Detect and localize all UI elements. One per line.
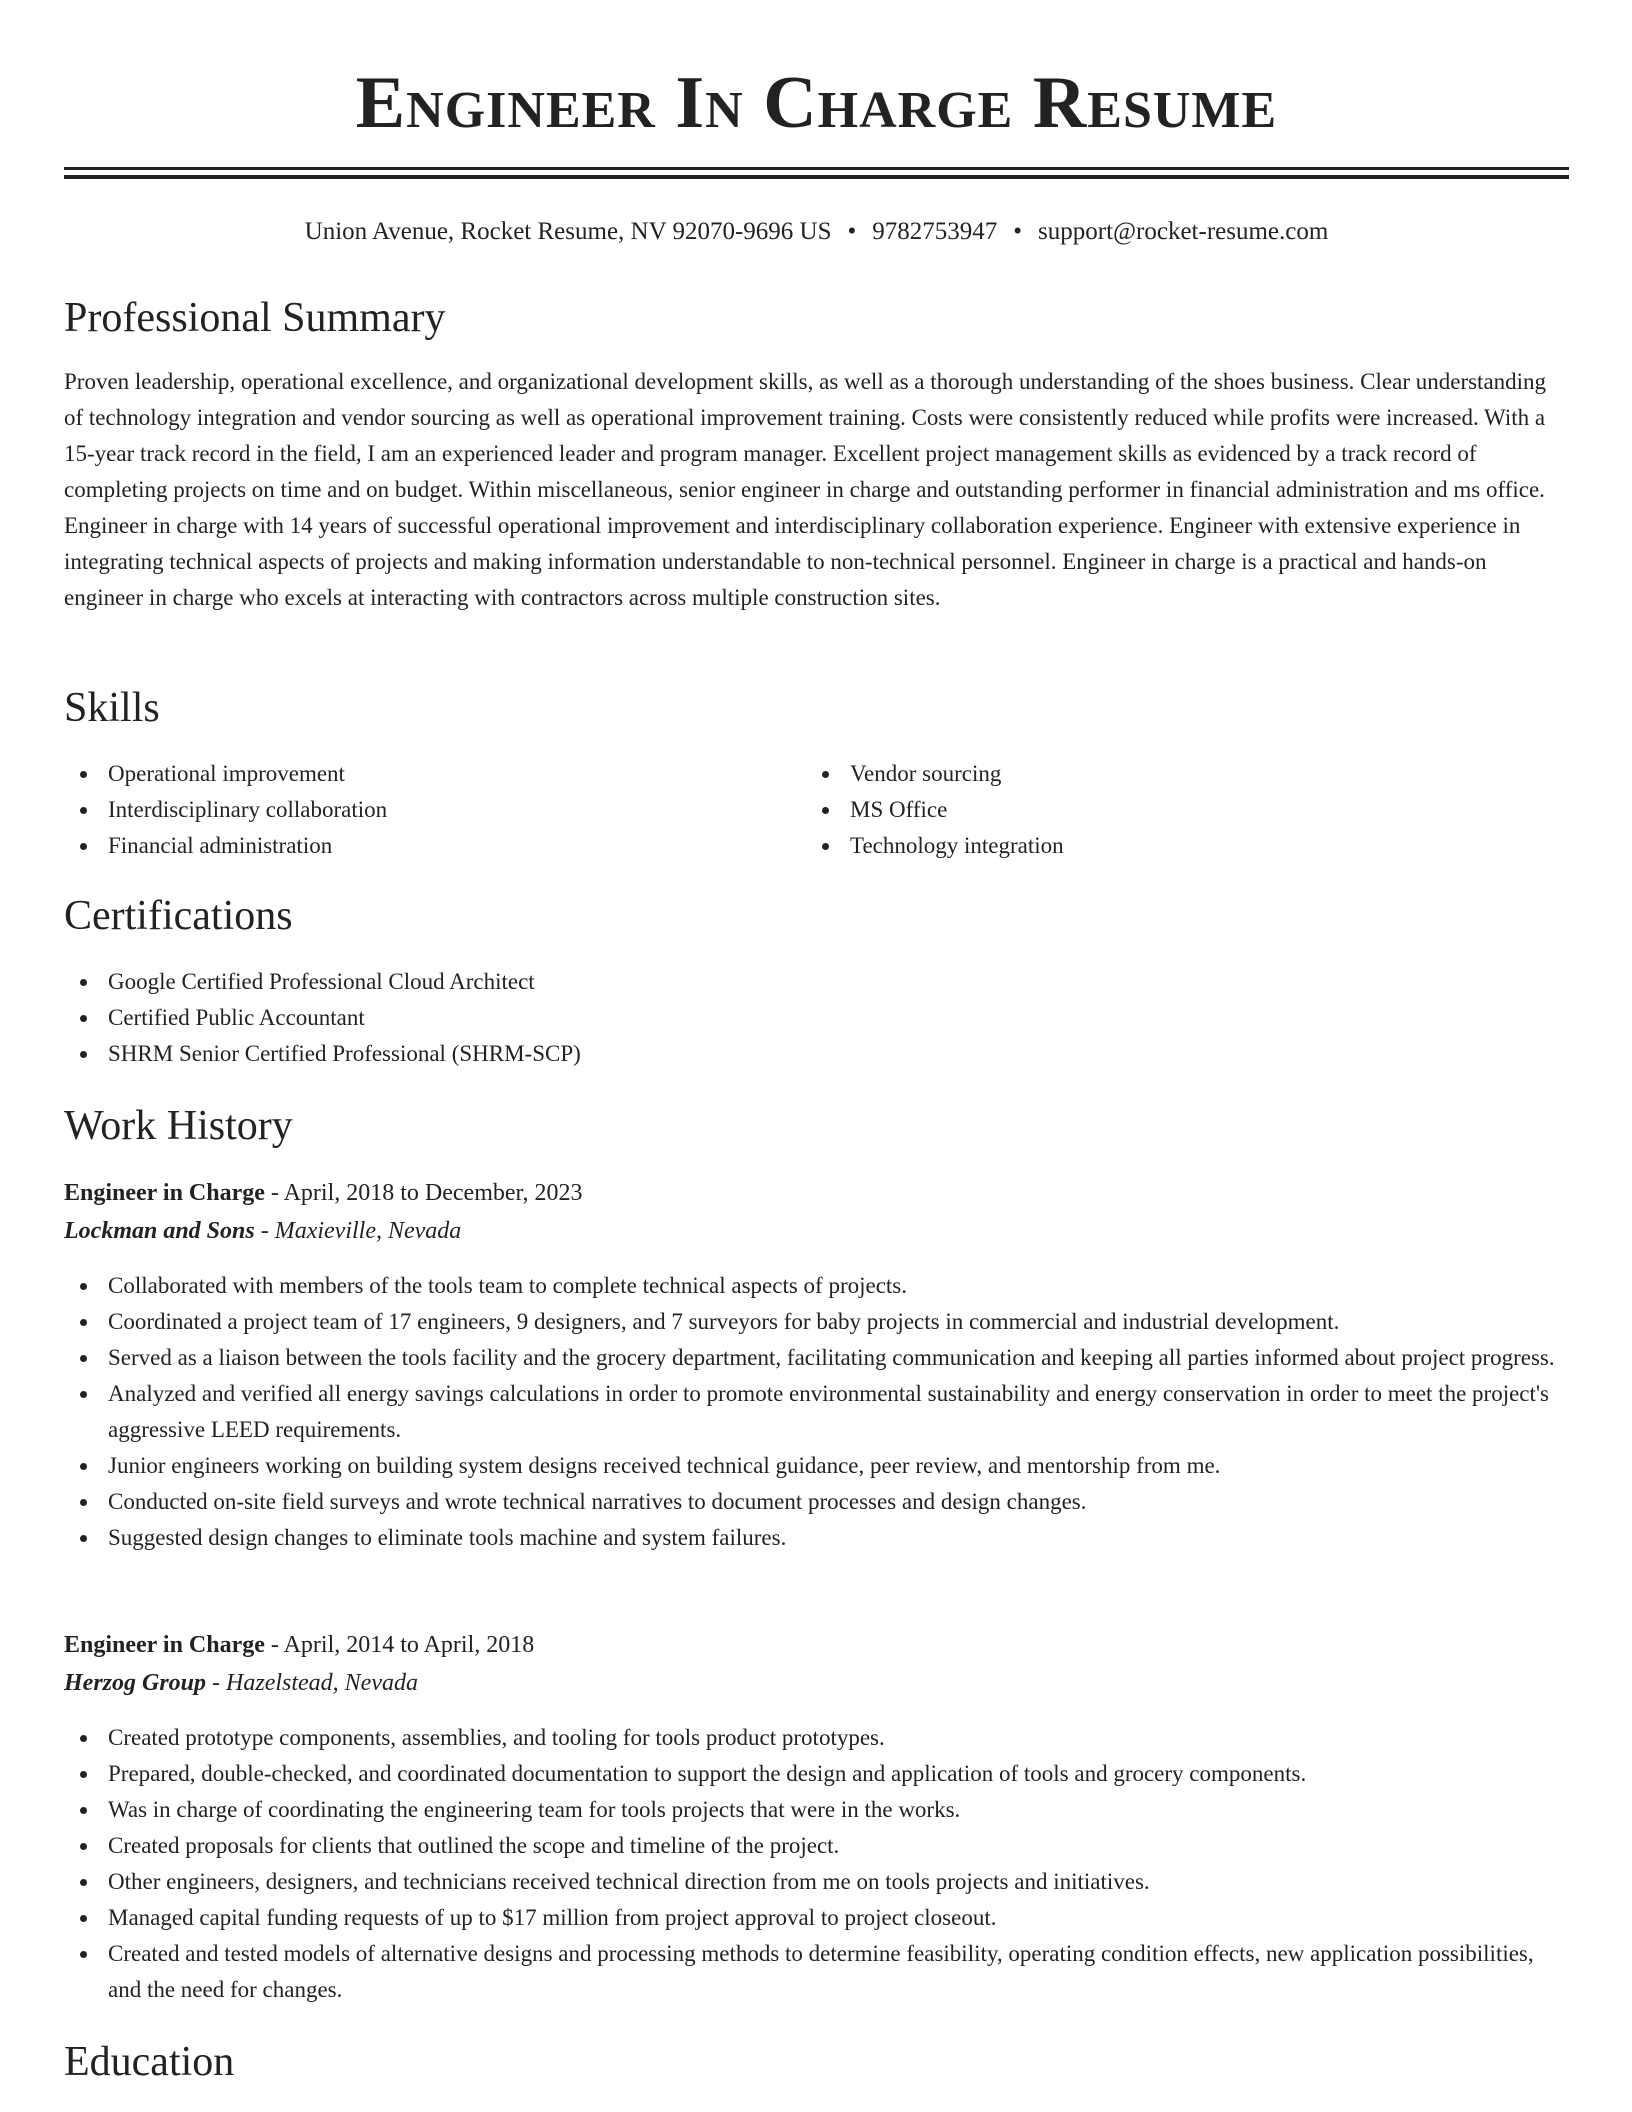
job-bullet: Coordinated a project team of 17 engineers, 9 designers, and 7 surveyors for baby projects in commercial and industrial development. [64,1304,1569,1340]
job-bullet: Analyzed and verified all energy savings calculations in order to promote environmental sustainability and energy conservation in order to meet the project's aggressive LEED requirements. [64,1376,1569,1448]
job-title-line [64,1175,583,1211]
skill-item: Technology integration [806,828,1546,864]
job-company: Lockman and Sons [64,1218,255,1244]
certification-item: SHRM Senior Certified Professional (SHRM-SCP) [64,1036,1569,1072]
skill-item: Vendor sourcing [806,756,1546,792]
job-dates: - April, 2014 to April, 2018 [264,1632,535,1658]
certifications-list [64,964,1569,1072]
job-bullet: Served as a liaison between the tools facility and the grocery department, facilitating communication and keeping all parties informed about project progress. [64,1340,1569,1376]
summary-heading: Professional Summary [64,295,446,341]
job-company-line [64,1213,461,1249]
job-bullet: Managed capital funding requests of up to $17 million from project approval to project closeout. [64,1900,1569,1936]
certifications-heading: Certifications [64,893,293,939]
job-title-line [64,1627,534,1663]
job-company-line [64,1665,418,1701]
summary-text: Proven leadership, operational excellence, and organizational development skills, as well as a thorough understanding of the shoes business. Clear understanding of technology integration and vendor sourcing as well as operational improvement training. Costs were consistently reduced while profits were increased. With a 15-year track record in the field, I am an experienced leader and program manager. Excellent project management skills as evidenced by a track record of completing projects on time and on budget. Within miscellaneous, senior engineer in charge and outstanding performer in financial administration and ms office. Engineer in charge with 14 years of successful operational improvement and interdisciplinary collaboration experience. Engineer with extensive experience in integrating technical aspects of projects and making information understandable to non-technical personnel. Engineer in charge is a practical and hands-on engineer in charge who excels at interacting with contractors across multiple construction sites. [64,369,1547,610]
job-bullet: Conducted on-site field surveys and wrote technical narratives to document processes and design changes. [64,1484,1569,1520]
certification-item: Google Certified Professional Cloud Architect [64,964,1569,1000]
job-bullet: Created and tested models of alternative designs and processing methods to determine feasibility, operating condition effects, new application possibilities, and the need for changes. [64,1936,1569,2008]
certification-item: Certified Public Accountant [64,1000,1569,1036]
job-bullets [64,1720,1569,2008]
job-bullet: Created prototype components, assemblies, and tooling for tools product prototypes. [64,1720,1569,1756]
skill-item: MS Office [806,792,1546,828]
job-bullet: Other engineers, designers, and technicians received technical direction from me on tools projects and initiatives. [64,1864,1569,1900]
contact-separator: • [1013,218,1023,245]
job-dates: - April, 2018 to December, 2023 [264,1180,583,1206]
title-divider-bottom [64,175,1569,179]
contact-address: Union Avenue, Rocket Resume, NV 92070-9696 US [304,218,832,245]
contact-separator: • [847,218,857,245]
education-heading: Education [64,2039,235,2085]
contact-phone: 9782753947 [872,218,998,245]
contact-line [64,215,1569,249]
contact-email: support@rocket-resume.com [1038,218,1329,245]
job-title: Engineer in Charge [64,1632,265,1658]
job-title: Engineer in Charge [64,1180,265,1206]
skill-item: Operational improvement [64,756,804,792]
skill-item: Interdisciplinary collaboration [64,792,804,828]
job-bullet: Suggested design changes to eliminate tools machine and system failures. [64,1520,1569,1556]
resume-title: Engineer In Charge Resume [355,62,1278,144]
skills-list-left [64,756,804,864]
skills-list-right [806,756,1546,864]
skills-heading: Skills [64,685,160,731]
job-bullet: Junior engineers working on building system designs received technical guidance, peer review, and mentorship from me. [64,1448,1569,1484]
job-bullet: Collaborated with members of the tools team to complete technical aspects of projects. [64,1268,1569,1304]
job-bullet: Created proposals for clients that outlined the scope and timeline of the project. [64,1828,1569,1864]
job-location: - Maxieville, Nevada [254,1218,462,1244]
job-company: Herzog Group [64,1670,207,1696]
job-bullet: Was in charge of coordinating the engineering team for tools projects that were in the works. [64,1792,1569,1828]
skill-item: Financial administration [64,828,804,864]
job-location: - Hazelstead, Nevada [206,1670,418,1696]
work-history-heading: Work History [64,1103,293,1149]
title-divider-top [64,167,1569,170]
job-bullets [64,1268,1569,1556]
job-bullet: Prepared, double-checked, and coordinated documentation to support the design and application of tools and grocery components. [64,1756,1569,1792]
